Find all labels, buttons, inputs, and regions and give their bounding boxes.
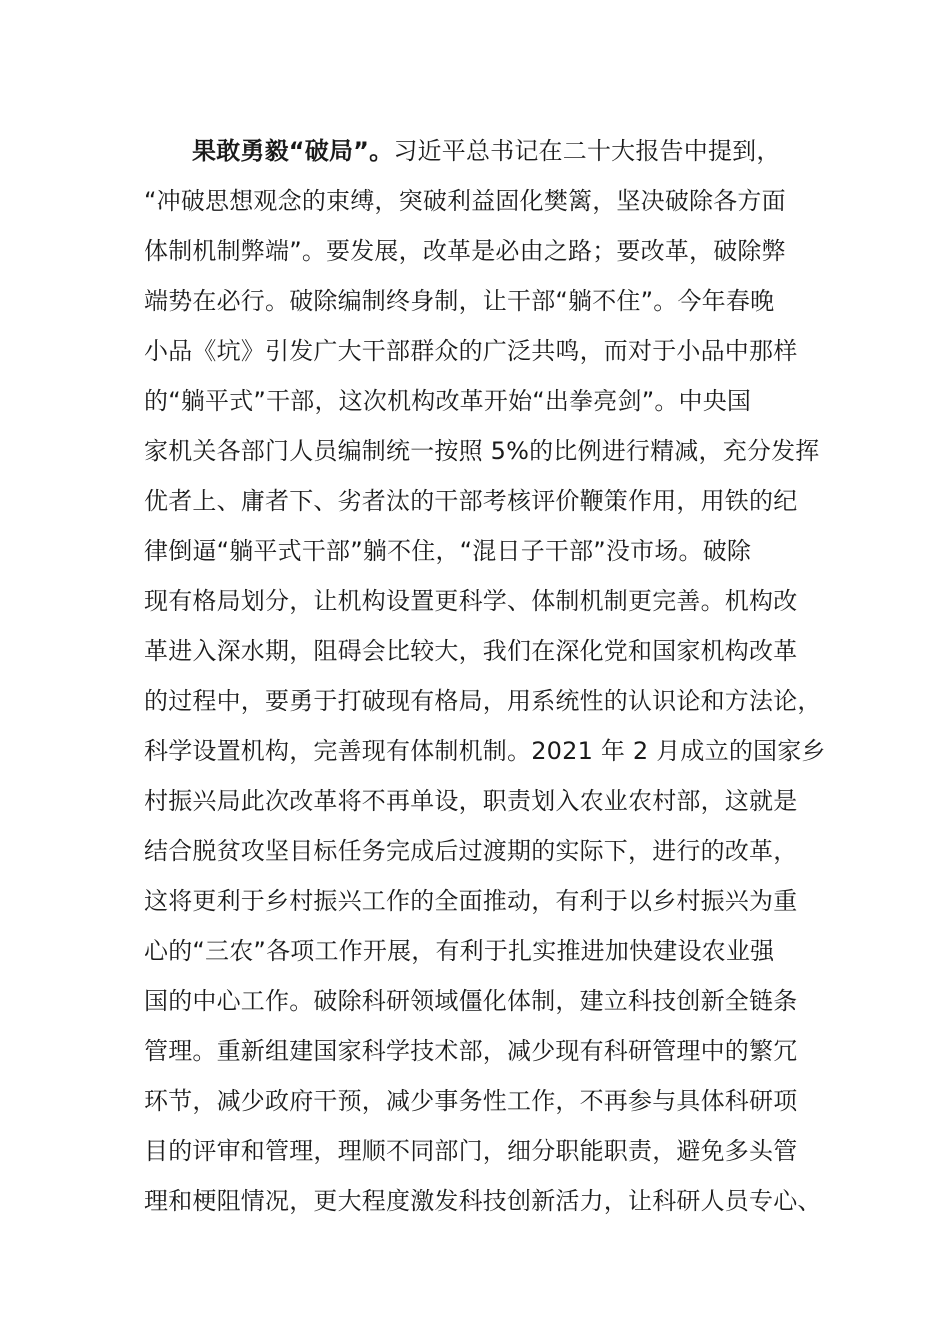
paragraph-line: 端势在必行。破除编制终身制，让干部“躺不住”。今年春晚	[144, 287, 775, 315]
paragraph-line: 结合脱贫攻坚目标任务完成后过渡期的实际下，进行的改革，	[144, 837, 798, 865]
paragraph-line: 管理。重新组建国家科学技术部，减少现有科研管理中的繁冗	[144, 1037, 798, 1065]
paragraph-line: 优者上、庸者下、劣者汰的干部考核评价鞭策作用，用铁的纪	[144, 487, 798, 515]
paragraph-line: 体制机制弊端”。要发展，改革是必由之路；要改革，破除弊	[144, 237, 786, 265]
paragraph-line: 国的中心工作。破除科研领域僵化体制，建立科技创新全链条	[144, 987, 798, 1015]
lead-heading: 果敢勇毅“破局”。	[192, 137, 394, 165]
paragraph-line: 理和梗阻情况，更大程度激发科技创新活力，让科研人员专心、	[144, 1187, 822, 1215]
paragraph-line: 村振兴局此次改革将不再单设，职责划入农业农村部，这就是	[144, 787, 798, 815]
paragraph-line: 律倒逼“躺平式干部”躺不住，“混日子干部”没市场。破除	[144, 537, 752, 565]
paragraph-line	[144, 126, 810, 176]
paragraph-line: 环节，减少政府干预，减少事务性工作，不再参与具体科研项	[144, 1087, 798, 1115]
body-paragraph	[144, 126, 826, 1226]
paragraph-line: 科学设置机构，完善现有体制机制。2021 年 2 月成立的国家乡	[144, 737, 826, 765]
paragraph-line: 的“躺平式”干部，这次机构改革开始“出拳亮剑”。中央国	[144, 387, 752, 415]
paragraph-line: 家机关各部门人员编制统一按照 5%的比例进行精减，充分发挥	[144, 437, 820, 465]
paragraph-line: 心的“三农”各项工作开展，有利于扎实推进加快建设农业强	[144, 937, 775, 965]
paragraph-line: 革进入深水期，阻碍会比较大，我们在深化党和国家机构改革	[144, 637, 798, 665]
paragraph-line: 现有格局划分，让机构设置更科学、体制机制更完善。机构改	[144, 587, 798, 615]
paragraph-line: “冲破思想观念的束缚，突破利益固化樊篱，坚决破除各方面	[144, 187, 786, 215]
paragraph-line: 这将更利于乡村振兴工作的全面推动，有利于以乡村振兴为重	[144, 887, 798, 915]
paragraph-line: 的过程中，要勇于打破现有格局，用系统性的认识论和方法论，	[144, 687, 822, 715]
line-text: 习近平总书记在二十大报告中提到，	[393, 137, 781, 165]
paragraph-line: 目的评审和管理，理顺不同部门，细分职能职责，避免多头管	[144, 1137, 798, 1165]
paragraph-line: 小品《坑》引发广大干部群众的广泛共鸣，而对于小品中那样	[144, 337, 798, 365]
